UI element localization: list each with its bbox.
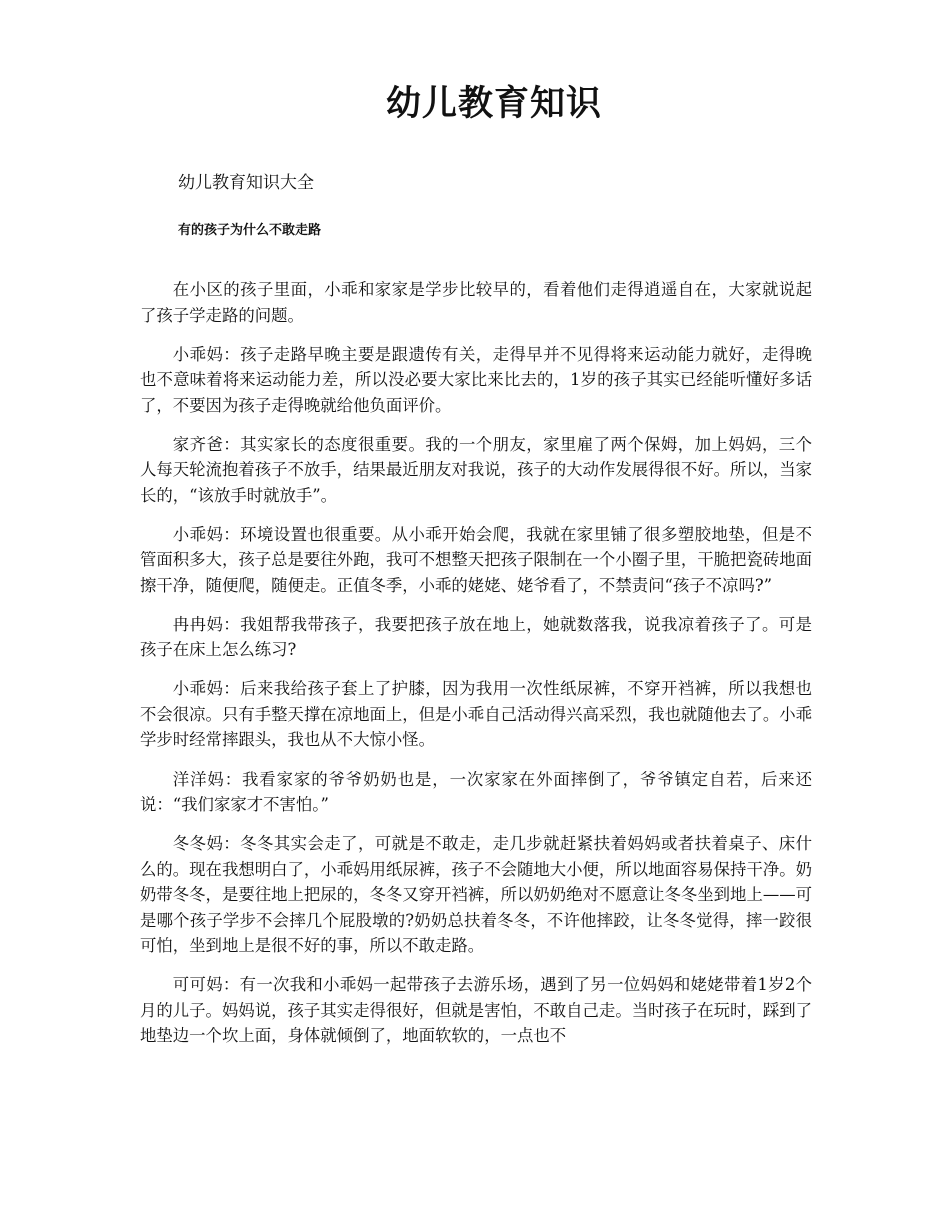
paragraph: 冉冉妈：我姐帮我带孩子，我要把孩子放在地上，她就数落我，说我凉着孩子了。可是孩子在床上怎么练习? <box>140 614 812 660</box>
paragraph: 可可妈：有一次我和小乖妈一起带孩子去游乐场，遇到了另一位妈妈和姥姥带着1岁2个月的儿子。妈妈说，孩子其实走得很好，但就是害怕，不敢自己走。当时孩子在玩时，踩到了地垫边一个坎上面，身体就倾倒了，地面软软的，一点也不 <box>140 975 813 1046</box>
paragraph: 小乖妈：环境设置也很重要。从小乖开始会爬，我就在家里铺了很多塑胶地垫，但是不管面积多大，孩子总是要往外跑，我可不想整天把孩子限制在一个小圈子里，干脆把瓷砖地面擦干净，随便爬，随便走。正值冬季，小乖的姥姥、姥爷看了，不禁责问“孩子不凉吗?” <box>140 524 813 595</box>
paragraph: 小乖妈：孩子走路早晚主要是跟遗传有关，走得早并不见得将来运动能力就好，走得晚也不意味着将来运动能力差，所以没必要大家比来比去的，1岁的孩子其实已经能听懂好多话了，不要因为孩子走得晚就给他负面评价。 <box>140 344 812 415</box>
paragraph: 家齐爸：其实家长的态度很重要。我的一个朋友，家里雇了两个保姆，加上妈妈，三个人每天轮流抱着孩子不放手，结果最近朋友对我说，孩子的大动作发展得很不好。所以，当家长的，“该放手时就放手”。 <box>140 434 813 505</box>
article-body <box>140 277 812 1062</box>
paragraph: 小乖妈：后来我给孩子套上了护膝，因为我用一次性纸尿裤，不穿开裆裤，所以我想也不会很凉。只有手整天撑在凉地面上，但是小乖自己活动得兴高采烈，我也就随他去了。小乖学步时经常摔跟头，我也从不大惊小怪。 <box>140 679 813 750</box>
paragraph: 洋洋妈：我看家家的爷爷奶奶也是，一次家家在外面摔倒了，爷爷镇定自若，后来还说：“我们家家才不害怕。” <box>140 769 812 815</box>
document-title: 幼儿教育知识 <box>385 84 602 124</box>
document-subtitle: 幼儿教育知识大全 <box>178 173 314 193</box>
paragraph: 冬冬妈：冬冬其实会走了，可就是不敢走，走几步就赶紧扶着妈妈或者扶着桌子、床什么的。现在我想明白了，小乖妈用纸尿裤，孩子不会随地大小便，所以地面容易保持干净。奶奶带冬冬，是要往地上把尿的，冬冬又穿开裆裤，所以奶奶绝对不愿意让冬冬坐到地上——可是哪个孩子学步不会摔几个屁股墩的?奶奶总扶着冬冬，不许他摔跤，让冬冬觉得，摔一跤很可怕，坐到地上是很不好的事，所以不敢走路。 <box>140 834 813 956</box>
section-heading: 有的孩子为什么不敢走路 <box>178 223 322 238</box>
paragraph: 在小区的孩子里面，小乖和家家是学步比较早的，看着他们走得逍遥自在，大家就说起了孩子学走路的问题。 <box>140 280 812 325</box>
